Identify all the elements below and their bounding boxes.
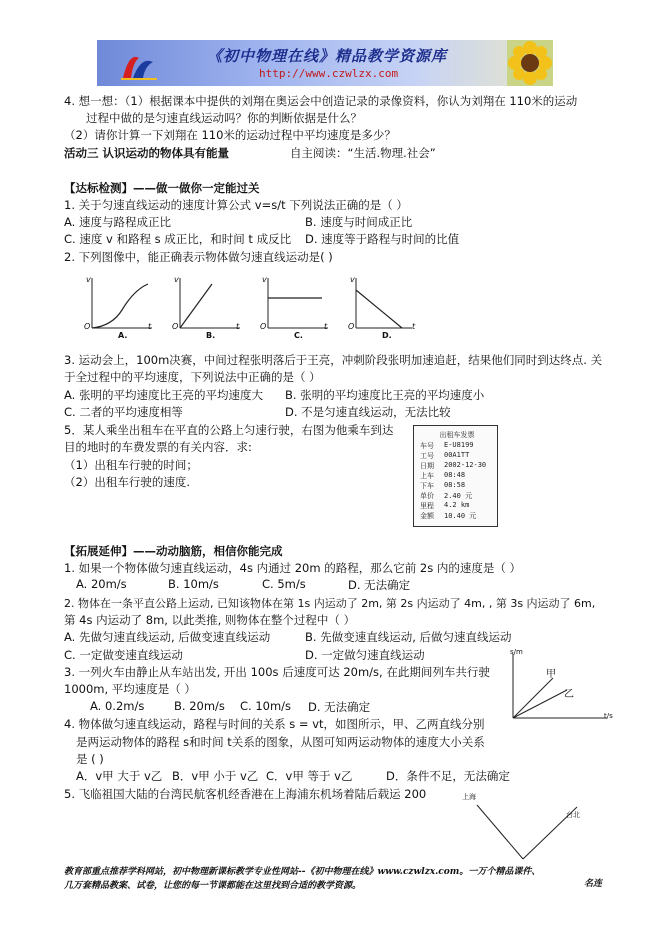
s2-q5: 5. 飞临祖国大陆的台湾民航客机经香港在上海浦东机场着陆后载运 200 [64, 787, 427, 801]
st-line-jia: 甲 [546, 669, 556, 680]
receipt-key: 车号 [420, 442, 434, 450]
s1-q1-option-a: A. 速度与路程成正比 [64, 215, 171, 229]
receipt-value: E-U8199 [444, 441, 474, 449]
receipt-key: 金额 [420, 512, 434, 520]
graph-b-o: O [172, 322, 179, 331]
s2-q3-option-b: B. 20m/s [174, 699, 225, 713]
graph-a [92, 278, 152, 328]
q4-line2: 过程中做的是匀速直线运动吗？你的判断依据是什么？ [86, 111, 362, 125]
receipt-key: 单价 [420, 492, 434, 500]
s2-q2-option-a: A. 先做匀速直线运动, 后做变速直线运动 [64, 630, 271, 644]
graph-d-v: v [350, 275, 355, 284]
graph-c-t: t [324, 322, 328, 331]
graph-c-o: O [260, 322, 267, 331]
graph-d-o: O [348, 322, 355, 331]
s1-q5-sub1: （1）出租车行驶的时间； [64, 458, 198, 472]
receipt-value: 10.40 元 [444, 512, 477, 520]
s2-q4-option-b: B．v甲 小于 v乙 [172, 769, 259, 783]
header-banner [97, 40, 553, 86]
s2-q2-option-d: D. 一定做匀速直线运动 [305, 648, 425, 662]
s2-q3-line1: 3. 一列火车由静止从车站出发, 开出 100s 后速度可达 20m/s, 在此期间列车共行驶 [64, 665, 490, 679]
activity3-reading: 自主阅读：“生活.物理.社会” [290, 146, 436, 160]
receipt-value: 08:48 [444, 471, 466, 479]
footer-line2: 几万套精品教案、试卷，让您的每一节课都能在这里找到合适的教学资源。 [64, 881, 362, 891]
sunflower-icon [507, 40, 553, 86]
s1-q3-option-a: A. 张明的平均速度比王亮的平均速度大 [64, 388, 263, 402]
map-label-taibei: 台北 [566, 811, 580, 819]
s2-q2-option-c: C. 一定做变速直线运动 [64, 648, 183, 662]
graph-c-v: v [262, 275, 267, 284]
s1-q5-line1: 5．某人乘坐出租车在平直的公路上匀速行驶，右图为他乘车到达 [64, 423, 394, 437]
q4-line3: （2）请你计算一下刘翔在 110米的运动过程中平均速度是多少？ [64, 128, 396, 142]
graph-b-label: B. [206, 331, 216, 340]
graph-a-v: v [86, 275, 91, 284]
s2-q2-line2: 第 4s 内运动了 8m, 以此类推, 则物体在整个过程中（ ） [64, 613, 356, 627]
footer-line1: 教育部重点推荐学科网站，初中物理新课标教学专业性网站--《初中物理在线》www.czwlzx.com。一万个精品课件、 [64, 867, 541, 877]
s1-q3-line1: 3. 运动会上，100m决赛，中间过程张明落后于王亮，冲刺阶段张明加速追赶，结果他们同时到达终点. 关 [64, 353, 603, 367]
graph-d [356, 278, 412, 328]
graph-a-label: A. [118, 331, 128, 340]
s2-q4-option-c: C．v甲 等于 v乙 [266, 769, 353, 783]
taxi-receipt [413, 425, 498, 527]
receipt-key: 上车 [420, 472, 434, 480]
s1-q1-option-b: B. 速度与时间成正比 [305, 215, 413, 229]
s2-q4-line2: 是两运动物体的路程 s和时间 t关系的图象，从图可知两运动物体的速度大小关系 [76, 735, 485, 749]
s1-q1: 1. 关于匀速直线运动的速度计算公式 v=s/t 下列说法正确的是（ ） [64, 198, 408, 212]
s1-q5-sub2: （2）出租车行驶的速度. [64, 475, 190, 489]
receipt-key: 下车 [420, 482, 434, 490]
receipt-key: 日期 [420, 462, 434, 470]
receipt-key: 里程 [420, 502, 434, 510]
s1-q3-option-d: D. 不是匀速直线运动，无法比较 [285, 405, 451, 419]
receipt-value: 08:58 [444, 481, 466, 489]
st-graph [505, 650, 615, 726]
banner-title: 《初中物理在线》精品教学资源库 [207, 47, 448, 65]
s1-q1-option-c: C. 速度 v 和路程 s 成正比，和时间 t 成反比 [64, 232, 292, 246]
s1-q3-option-c: C. 二者的平均速度相等 [64, 405, 183, 419]
s2-q2-option-b: B. 先做变速直线运动, 后做匀速直线运动 [305, 630, 512, 644]
graph-d-t: t [412, 322, 416, 331]
s1-q1-option-d: D. 速度等于路程与时间的比值 [305, 232, 460, 246]
s2-q4-line1: 4. 物体做匀速直线运动，路程与时间的关系 s = vt，如图所示，甲、乙两直线分别 [64, 717, 485, 731]
activity3-title: 活动三 认识运动的物体具有能量 [64, 146, 230, 160]
s2-q1: 1. 如果一个物体做匀速直线运动，4s 内通过 20m 的路程，那么它前 2s 内的速度是（ ） [64, 561, 522, 575]
s2-q3-option-a: A. 0.2m/s [90, 699, 145, 713]
q4-line1: 4. 想一想：（1）根据课本中提供的刘翔在奥运会中创造记录的录像资料，你认为刘翔在 110米的运动 [64, 94, 578, 108]
s2-q1-option-a: A. 20m/s [76, 577, 127, 591]
s1-q2: 2. 下列图像中，能正确表示物体做匀速直线运动是( ) [64, 250, 333, 264]
s2-q4-option-a: A．v甲 大于 v乙 [76, 769, 163, 783]
graph-b-t: t [236, 322, 240, 331]
s1-q3-line2: 于全过程中的平均速度，下列说法中正确的是（ ） [64, 370, 321, 384]
receipt-value: 2.40 元 [444, 492, 473, 500]
s2-q4-option-d: D．条件不足，无法确定 [386, 769, 510, 783]
s2-q1-option-c: C. 5m/s [262, 577, 306, 591]
receipt-value: 2002-12-30 [444, 461, 487, 469]
st-t-axis-label: t/s [604, 712, 613, 720]
graph-b [180, 278, 240, 328]
graph-b-v: v [174, 275, 179, 284]
footer-line2-right: 名连 [584, 879, 603, 889]
s1-q5-line2: 目的地时的车费发票的有关内容．求: [64, 440, 252, 454]
s2-q1-option-d: D. 无法确定 [348, 578, 411, 592]
graph-d-label: D. [382, 331, 392, 340]
receipt-title: 出租车发票 [439, 431, 475, 439]
graph-a-o: O [84, 322, 91, 331]
receipt-key: 工号 [420, 452, 434, 460]
graph-c-label: C. [294, 331, 303, 340]
st-line-yi: 乙 [564, 689, 574, 700]
receipt-value: 4.2 km [444, 501, 470, 509]
s2-q2-line1: 2. 物体在一条平直公路上运动, 已知该物体在第 1s 内运动了 2m, 第 2s 内运动了 4m, , 第 3s 内运动了 6m, [64, 597, 596, 610]
s1-q3-option-b: B. 张明的平均速度比王亮的平均速度小 [285, 388, 485, 402]
vt-graphs [82, 270, 412, 342]
receipt-value: 00A1TT [444, 451, 470, 459]
banner-url[interactable]: http://www.czwlzx.com [259, 67, 399, 80]
s2-q3-option-d: D. 无法确定 [308, 700, 371, 714]
section1-title: 【达标检测】——做一做你一定能过关 [64, 181, 260, 195]
st-s-axis-label: s/m [510, 648, 523, 656]
s2-q4-line3: 是 ( ) [76, 752, 104, 766]
s2-q1-option-b: B. 10m/s [168, 577, 219, 591]
graph-c [268, 278, 328, 328]
route-map [465, 795, 595, 865]
section2-title: 【拓展延伸】——动动脑筋，相信你能完成 [64, 544, 283, 558]
s2-q3-option-c: C. 10m/s [240, 699, 292, 713]
s2-q3-line2: 1000m, 平均速度是（ ） [64, 682, 196, 696]
map-label-shanghai: 上海 [462, 793, 476, 801]
graph-a-t: t [148, 322, 152, 331]
logo-icon [119, 48, 159, 82]
